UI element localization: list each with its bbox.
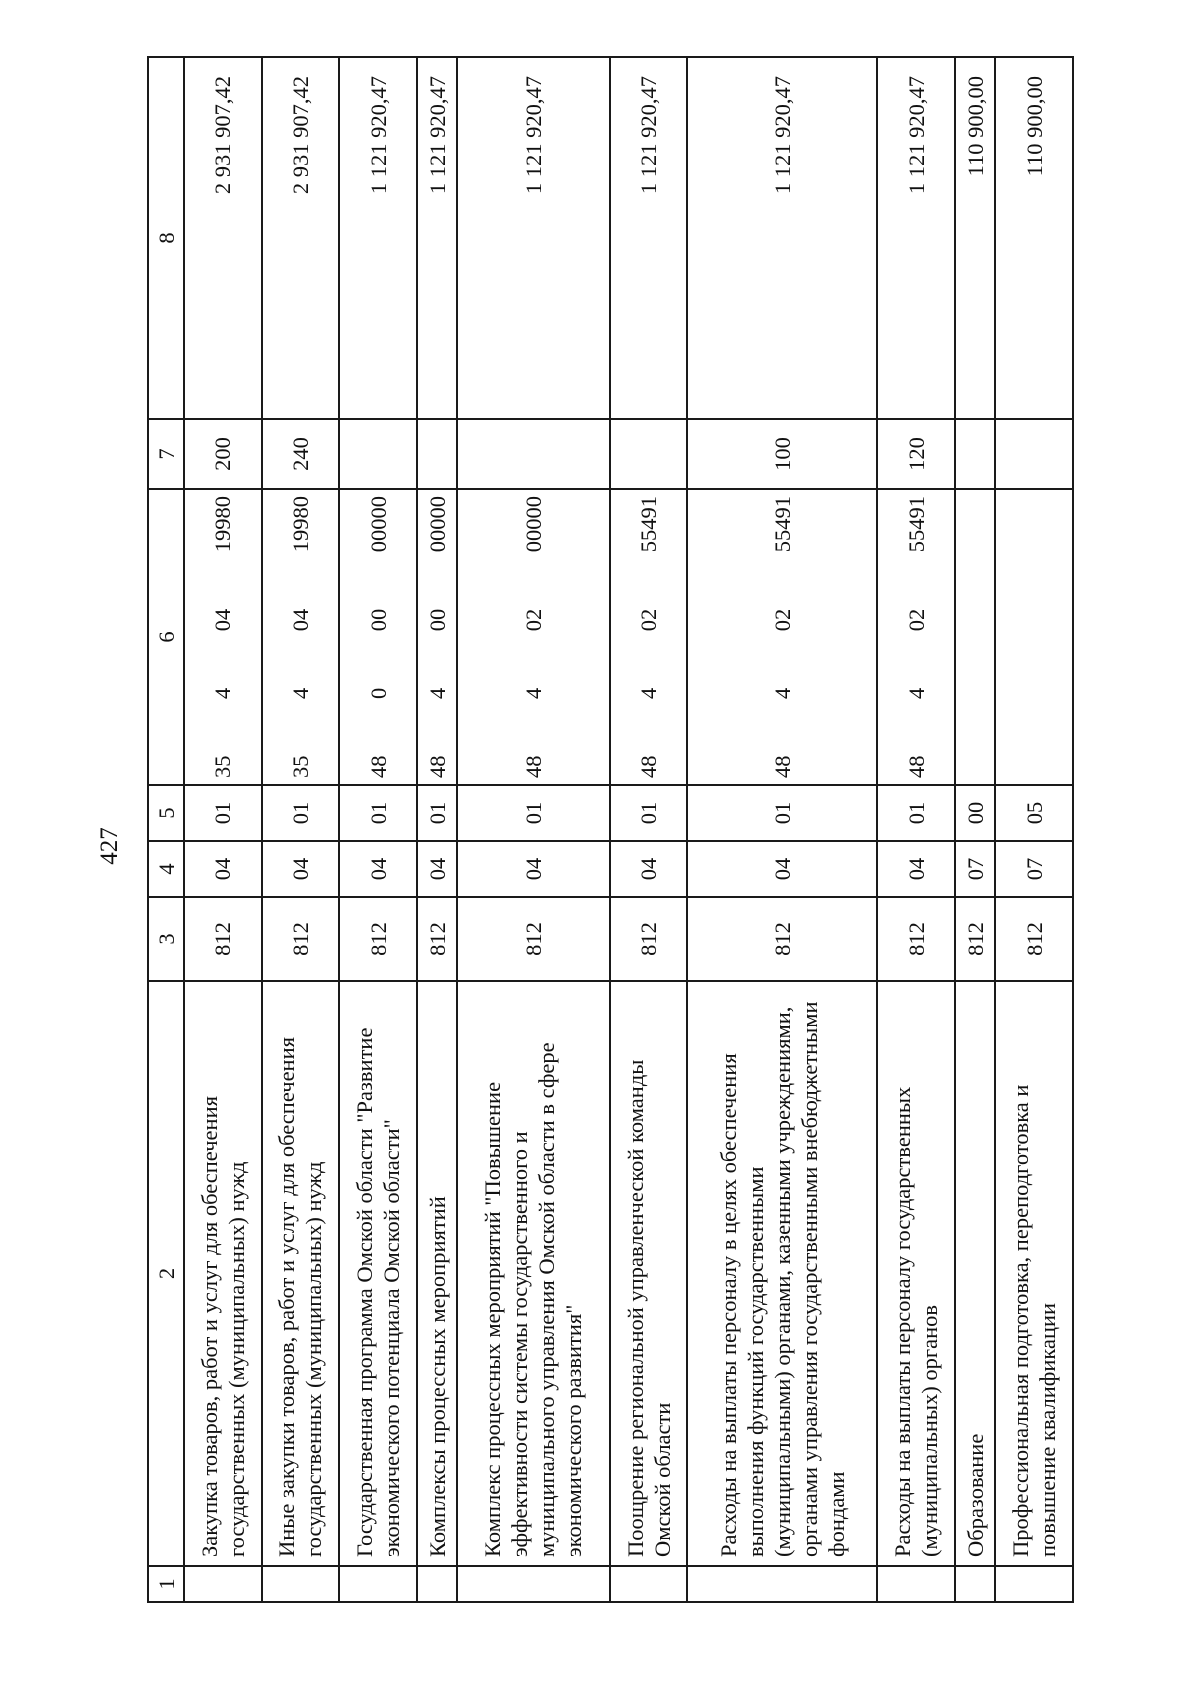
row-col-4-cell: 04 (457, 841, 610, 897)
row-amount-cell: 1 121 920,47 (339, 57, 417, 419)
row-name-cell: Комплекс процессных мероприятий "Повышение эффективности системы государственного и муниципального управления Омской области в сфере экономического развития" (457, 981, 610, 1566)
code-part-1: 35 (210, 755, 236, 778)
row-col-5-cell: 01 (262, 785, 340, 841)
row-number-cell (262, 1566, 340, 1602)
program-code (209, 496, 236, 778)
row-number-cell (457, 1566, 610, 1602)
table-row (262, 57, 340, 1602)
program-code (365, 496, 392, 778)
code-part-2: 0 (365, 687, 391, 699)
row-amount-cell: 110 900,00 (955, 57, 995, 419)
code-part-2: 4 (424, 687, 450, 699)
header-col-6: 6 (148, 489, 184, 785)
header-col-3: 3 (148, 897, 184, 981)
row-number-cell (877, 1566, 955, 1602)
code-part-1: 48 (520, 755, 546, 778)
row-name-cell: Профессиональная подготовка, переподготовка и повышение квалификации (995, 981, 1073, 1566)
row-col-5-cell: 01 (610, 785, 688, 841)
row-col-4-cell: 07 (955, 841, 995, 897)
table-row (955, 57, 995, 1602)
code-part-3: 04 (210, 608, 236, 632)
row-name-cell: Поощрение региональной управленческой команды Омской области (610, 981, 688, 1566)
row-col-7-cell (610, 419, 688, 489)
row-col-4-cell: 04 (687, 841, 877, 897)
table-body (184, 57, 1073, 1602)
table-row (339, 57, 417, 1602)
row-col-7-cell (417, 419, 457, 489)
budget-table (147, 56, 1074, 1603)
row-number-cell (610, 1566, 688, 1602)
row-col-3-cell: 812 (262, 897, 340, 981)
row-number-cell (955, 1566, 995, 1602)
code-part-3: 02 (769, 608, 795, 632)
row-col-6-cell (417, 489, 457, 785)
row-amount-cell: 1 121 920,47 (610, 57, 688, 419)
row-col-5-cell: 00 (955, 785, 995, 841)
row-col-6-cell (877, 489, 955, 785)
code-part-4: 00000 (520, 496, 546, 553)
row-col-5-cell: 01 (687, 785, 877, 841)
row-name-cell: Закупка товаров, работ и услуг для обеспечения государственных (муниципальных) нужд (184, 981, 262, 1566)
row-amount-cell: 1 121 920,47 (687, 57, 877, 419)
row-col-7-cell (995, 419, 1073, 489)
header-col-2: 2 (148, 981, 184, 1566)
row-col-7-cell: 240 (262, 419, 340, 489)
header-col-8: 8 (148, 57, 184, 419)
code-part-4: 55491 (636, 496, 662, 553)
code-part-4: 00000 (365, 496, 391, 553)
header-col-4: 4 (148, 841, 184, 897)
row-col-3-cell: 812 (417, 897, 457, 981)
code-part-1: 48 (424, 755, 450, 778)
row-col-4-cell: 07 (995, 841, 1073, 897)
code-part-2: 4 (903, 687, 929, 699)
row-col-5-cell: 01 (877, 785, 955, 841)
row-amount-cell: 1 121 920,47 (417, 57, 457, 419)
row-number-cell (339, 1566, 417, 1602)
table-row (610, 57, 688, 1602)
row-amount-cell: 2 931 907,42 (262, 57, 340, 419)
row-amount-cell: 110 900,00 (995, 57, 1073, 419)
program-code (520, 496, 547, 778)
code-part-1: 48 (903, 755, 929, 778)
row-col-7-cell (457, 419, 610, 489)
row-number-cell (995, 1566, 1073, 1602)
header-col-1: 1 (148, 1566, 184, 1602)
row-col-4-cell: 04 (417, 841, 457, 897)
code-part-1: 48 (636, 755, 662, 778)
row-name-cell: Комплексы процессных мероприятий (417, 981, 457, 1566)
row-number-cell (417, 1566, 457, 1602)
page-number: 427 (96, 827, 123, 865)
code-part-3: 04 (287, 608, 313, 632)
table-row (457, 57, 610, 1602)
table-row (995, 57, 1073, 1602)
row-col-5-cell: 01 (457, 785, 610, 841)
table-row (687, 57, 877, 1602)
row-col-3-cell: 812 (457, 897, 610, 981)
row-col-7-cell (955, 419, 995, 489)
code-part-4: 55491 (903, 496, 929, 553)
row-name-cell: Иные закупки товаров, работ и услуг для обеспечения государственных (муниципальных) нужд (262, 981, 340, 1566)
row-col-4-cell: 04 (877, 841, 955, 897)
row-col-6-cell (339, 489, 417, 785)
row-name-cell: Расходы на выплаты персоналу в целях обеспечения выполнения функций государственными (муниципальными) органами, казенными учреждениями, органами управления государственными внебюджетными фондами (687, 981, 877, 1566)
row-col-6-cell (955, 489, 995, 785)
row-col-4-cell: 04 (610, 841, 688, 897)
row-col-7-cell (339, 419, 417, 489)
row-name-cell: Расходы на выплаты персоналу государственных (муниципальных) органов (877, 981, 955, 1566)
row-col-3-cell: 812 (877, 897, 955, 981)
row-col-3-cell: 812 (955, 897, 995, 981)
row-col-6-cell (262, 489, 340, 785)
code-part-2: 4 (636, 687, 662, 699)
program-code (287, 496, 314, 778)
row-col-3-cell: 812 (995, 897, 1073, 981)
row-col-5-cell: 01 (339, 785, 417, 841)
row-number-cell (687, 1566, 877, 1602)
row-col-4-cell: 04 (262, 841, 340, 897)
code-part-3: 02 (520, 608, 546, 632)
program-code (424, 496, 451, 778)
row-col-3-cell: 812 (339, 897, 417, 981)
row-col-7-cell: 120 (877, 419, 955, 489)
code-part-4: 19980 (287, 496, 313, 553)
code-part-2: 4 (769, 687, 795, 699)
row-amount-cell: 2 931 907,42 (184, 57, 262, 419)
row-col-4-cell: 04 (184, 841, 262, 897)
header-col-7: 7 (148, 419, 184, 489)
row-col-7-cell: 200 (184, 419, 262, 489)
code-part-4: 19980 (210, 496, 236, 553)
row-number-cell (184, 1566, 262, 1602)
code-part-1: 35 (287, 755, 313, 778)
row-name-cell: Образование (955, 981, 995, 1566)
code-part-3: 00 (424, 608, 450, 632)
row-col-5-cell: 01 (184, 785, 262, 841)
row-col-6-cell (687, 489, 877, 785)
code-part-1: 48 (769, 755, 795, 778)
row-col-3-cell: 812 (184, 897, 262, 981)
program-code (769, 496, 796, 778)
code-part-2: 4 (520, 687, 546, 699)
code-part-2: 4 (287, 687, 313, 699)
code-part-4: 00000 (424, 496, 450, 553)
row-col-3-cell: 812 (687, 897, 877, 981)
row-col-5-cell: 01 (417, 785, 457, 841)
header-row (148, 57, 184, 1602)
row-col-5-cell: 05 (995, 785, 1073, 841)
code-part-4: 55491 (769, 496, 795, 553)
program-code (635, 496, 662, 778)
row-col-4-cell: 04 (339, 841, 417, 897)
table-row (417, 57, 457, 1602)
header-col-5: 5 (148, 785, 184, 841)
program-code (903, 496, 930, 778)
row-col-6-cell (457, 489, 610, 785)
table-row (877, 57, 955, 1602)
code-part-3: 02 (903, 608, 929, 632)
code-part-3: 00 (365, 608, 391, 632)
rotated-table-container (147, 58, 1074, 1603)
row-col-6-cell (610, 489, 688, 785)
row-col-7-cell: 100 (687, 419, 877, 489)
row-amount-cell: 1 121 920,47 (877, 57, 955, 419)
row-name-cell: Государственная программа Омской области "Развитие экономического потенциала Омской области" (339, 981, 417, 1566)
table-row (184, 57, 262, 1602)
row-col-6-cell (184, 489, 262, 785)
code-part-2: 4 (210, 687, 236, 699)
row-col-3-cell: 812 (610, 897, 688, 981)
code-part-3: 02 (636, 608, 662, 632)
row-col-6-cell (995, 489, 1073, 785)
code-part-1: 48 (365, 755, 391, 778)
row-amount-cell: 1 121 920,47 (457, 57, 610, 419)
